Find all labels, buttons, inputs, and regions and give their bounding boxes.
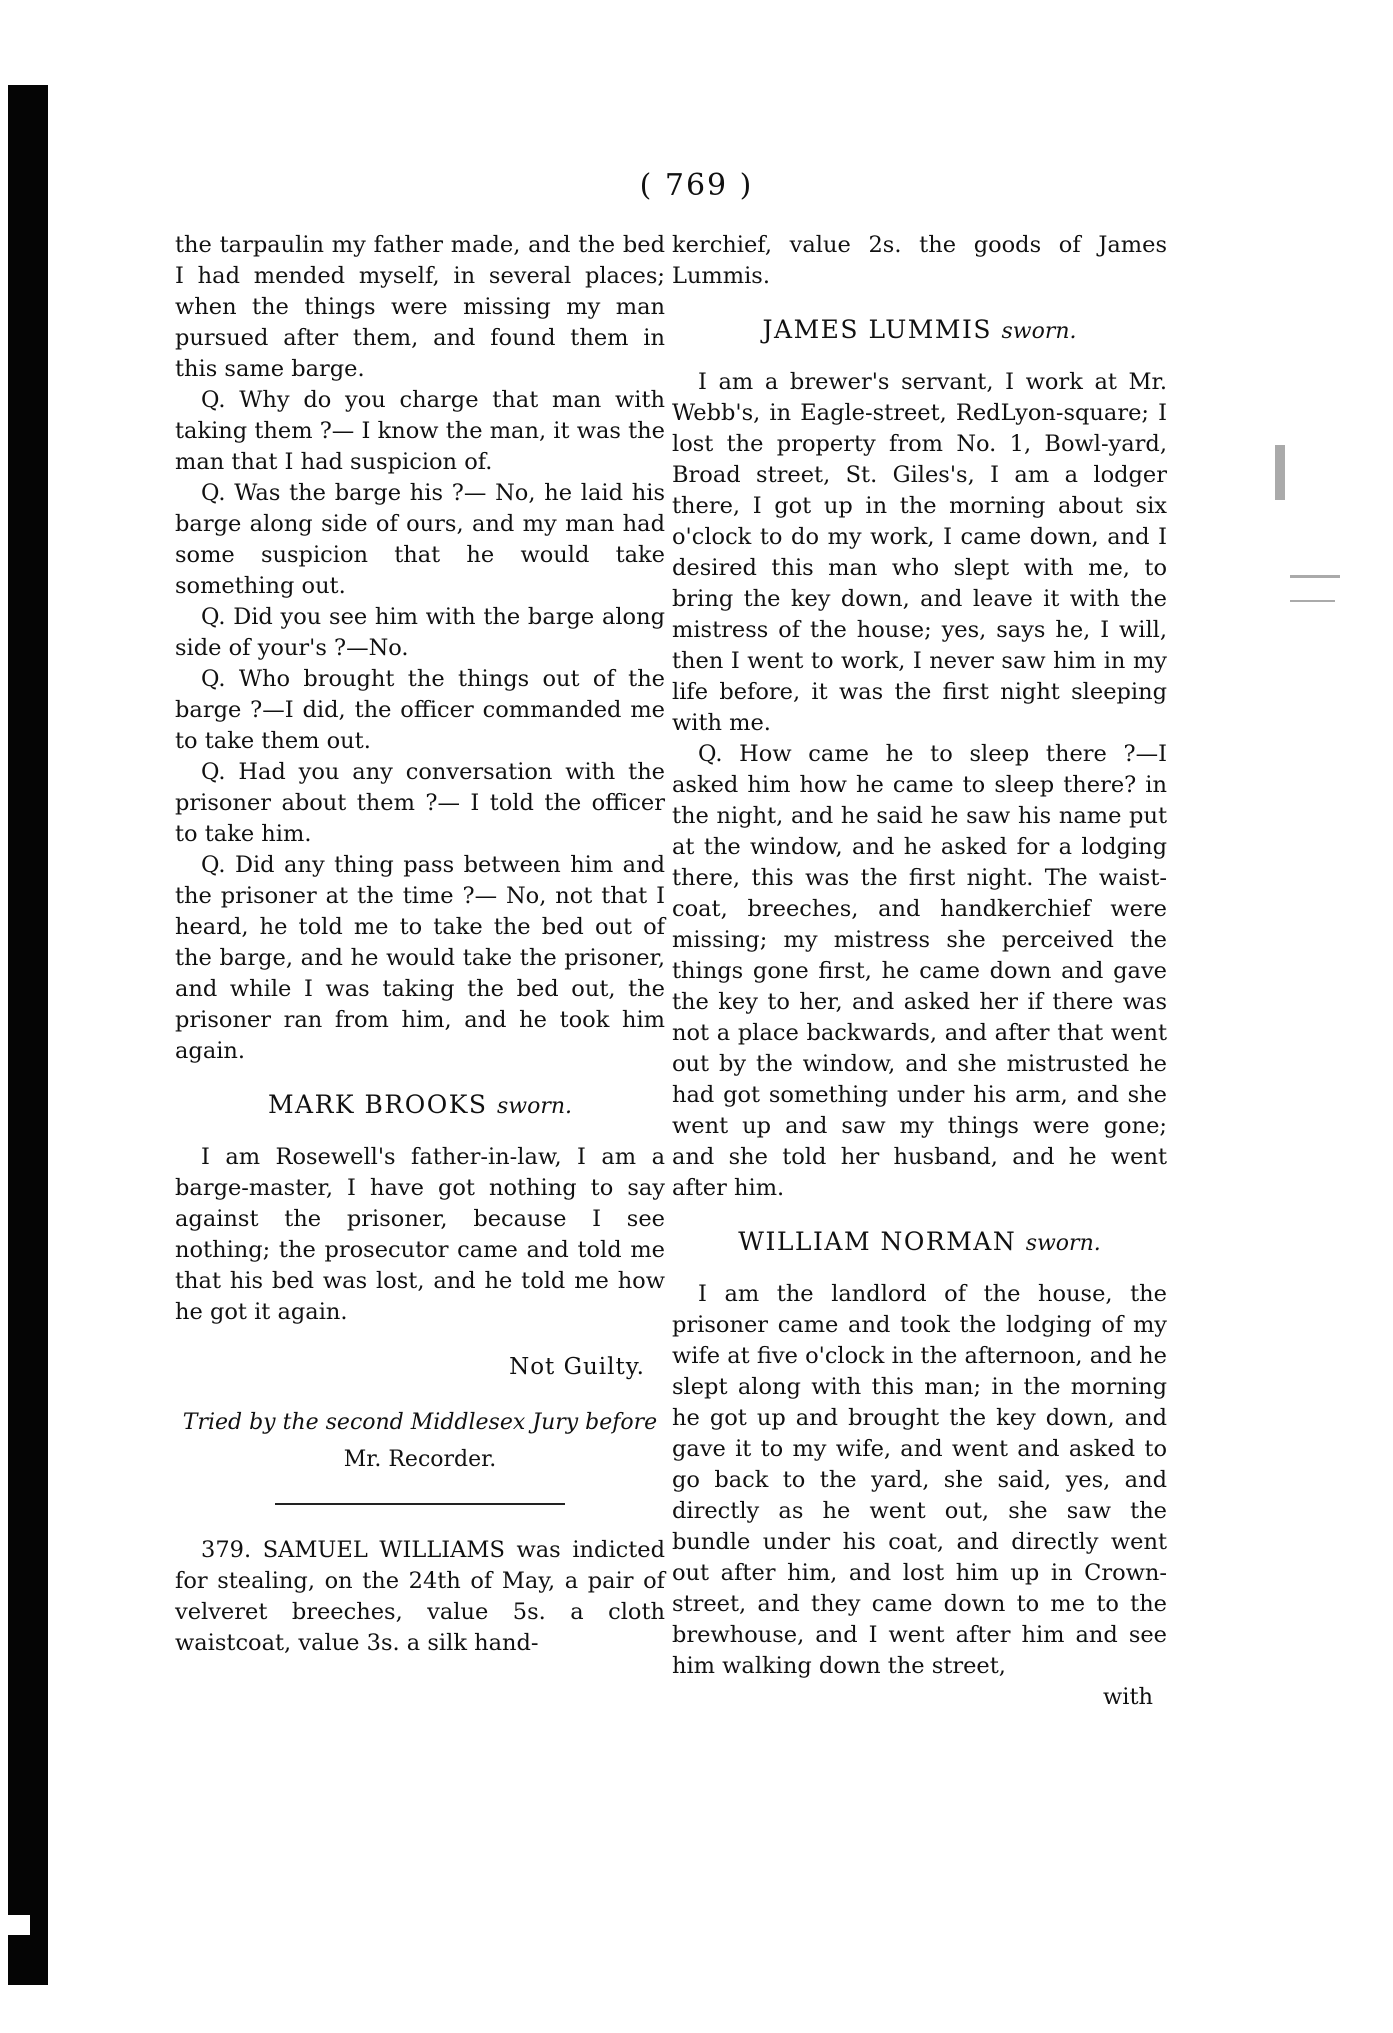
left-column [175,230,665,1659]
paragraph: the tarpaulin my father made, and the bed I had mended myself, in several places; when the things were missing my man pursued after them, and found them in this same barge. [175,232,665,382]
right-column [672,230,1167,1713]
margin-smudge [1275,445,1285,500]
witness-heading [672,314,1167,347]
margin-smudge [1290,600,1335,602]
paragraph: I am a brewer's servant, I work at Mr. Webb's, in Eagle-street, RedLyon-square; I lost the property from No. 1, Bowl-yard, Broad street, St. Giles's, I am a lodger there, I got up in the morning about six o'clock to do my work, I came down, and I desired this man who slept with me, to bring the key down, and leave it with the mistress of the house; yes, says he, I will, then I went to work, I never saw him in my life before, it was the first night sleeping with me. [672,369,1167,736]
indictment-paragraph: 379. SAMUEL WILLIAMS was indicted for stealing, on the 24th of May, a pair of velveret breeches, value 5s. a cloth waistcoat, value 3s. a silk hand- [175,1537,665,1656]
witness-heading [672,1226,1167,1259]
sworn-label: sworn. [1025,1231,1101,1256]
witness-name: MARK BROOKS [267,1090,488,1119]
paragraph: Q. Who brought the things out of the barge ?—I did, the officer commanded me to take them out. [175,666,665,754]
witness-name: JAMES LUMMIS [762,315,992,344]
paragraph: Q. Did any thing pass between him and the prisoner at the time ?— No, not that I heard, he told me to take the bed out of the barge, and he would take the prisoner, and while I was taking the bed out, the prisoner ran from him, and he took him again. [175,852,665,1064]
book-binding-shadow [8,85,48,1985]
page-number: ( 769 ) [639,168,754,203]
paragraph: I am the landlord of the house, the prisoner came and took the lodging of my wife at five o'clock in the afternoon, and he slept along with this man; in the morning he got up and brought the key down, and gave it to my wife, and went and asked to go back to the yard, she said, yes, and directly as he went out, she saw the bundle under his coat, and directly went out after him, and lost him up in Crown-street, and they came down to me to the brewhouse, and I went after him and see him walking down the street, [672,1281,1167,1679]
margin-smudge [1290,575,1340,578]
binding-notch [8,1915,30,1935]
recorder-note: Mr. Recorder. [343,1447,497,1472]
witness-name: WILLIAM NORMAN [738,1227,1017,1256]
paragraph: kerchief, value 2s. the goods of James Lummis. [672,232,1167,289]
jury-note: Tried by the second Middlesex Jury before [182,1410,658,1435]
paragraph: Q. Did you see him with the barge along side of your's ?—No. [175,604,665,661]
paragraph: Q. How came he to sleep there ?—I asked him how he came to sleep there? in the night, and he said he saw his name put at the window, and he asked for a lodging there, this was the first night. The waist-coat, breeches, and handkerchief were missing; my mistress she perceived the things gone first, he came down and gave the key to her, and asked her if there was not a place backwards, and after that went out by the window, and she mistrusted he had got something under his arm, and she went up and saw my things were gone; and she told her husband, and he went after him. [672,741,1167,1201]
sworn-label: sworn. [1001,319,1077,344]
witness-heading [175,1089,665,1122]
paragraph: I am Rosewell's father-in-law, I am a barge-master, I have got nothing to say against the prisoner, because I see nothing; the prosecutor came and told me that his bed was lost, and he told me how he got it again. [175,1144,665,1325]
paragraph: Q. Was the barge his ?— No, he laid his barge along side of ours, and my man had some suspicion that he would take something out. [175,480,665,599]
paragraph: Q. Had you any conversation with the prisoner about them ?— I told the officer to take him. [175,759,665,847]
catchword: with [1103,1684,1153,1710]
sworn-label: sworn. [497,1094,573,1119]
paragraph: Q. Why do you charge that man with taking them ?— I know the man, it was the man that I had suspicion of. [175,387,665,475]
section-divider [275,1503,565,1505]
verdict: Not Guilty. [509,1354,645,1380]
